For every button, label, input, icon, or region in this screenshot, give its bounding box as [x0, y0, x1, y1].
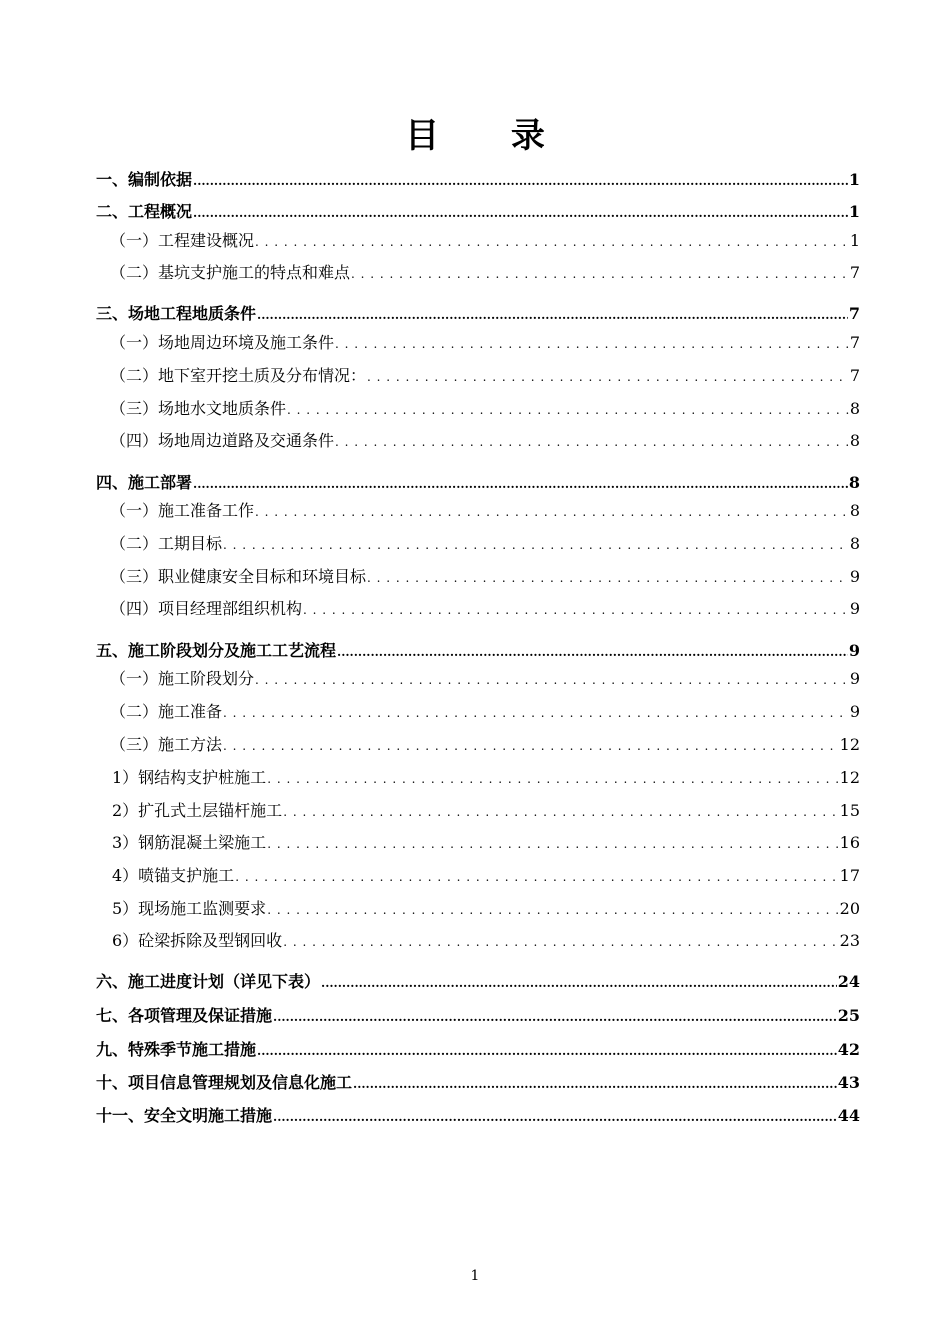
toc-entry-label: 4）喷锚支护施工 — [112, 866, 235, 885]
toc-leader-dots — [223, 532, 849, 557]
toc-entry[interactable] — [96, 929, 860, 953]
toc-leader-dots — [303, 597, 849, 622]
toc-entry-page: 1 — [848, 170, 860, 189]
toc-entry[interactable] — [96, 261, 860, 285]
toc-leader-dots — [267, 897, 838, 922]
toc-entry-page: 17 — [839, 866, 860, 885]
toc-entry-label: 五、施工阶段划分及施工工艺流程 — [96, 641, 337, 660]
toc-leader-dots — [255, 499, 849, 524]
toc-entry[interactable] — [96, 597, 860, 621]
toc-entry-label: （四）场地周边道路及交通条件 — [110, 431, 335, 450]
toc-entry-label: 三、场地工程地质条件 — [96, 304, 257, 323]
toc-entry-label: （一）施工阶段划分 — [110, 669, 255, 688]
toc-entry-page: 20 — [839, 899, 860, 918]
toc-leader-dots — [335, 331, 849, 356]
toc-entry-label: （三）职业健康安全目标和环境目标 — [110, 567, 367, 586]
toc-entry-label: 2）扩孔式土层锚杆施工 — [112, 801, 283, 820]
toc-leader-dots — [273, 1004, 837, 1029]
toc-entry[interactable] — [96, 532, 860, 556]
toc-title: 目 录 — [405, 116, 575, 156]
toc-entry[interactable] — [96, 229, 860, 253]
toc-leader-dots — [267, 766, 838, 791]
toc-entry-label: 6）砼梁拆除及型钢回收 — [112, 931, 283, 950]
toc-entry[interactable] — [96, 200, 860, 224]
toc-entry-page: 23 — [839, 931, 860, 950]
toc-entry-page: 7 — [849, 263, 860, 282]
toc-entry[interactable] — [96, 667, 860, 691]
toc-entry-page: 7 — [849, 333, 860, 352]
toc-entry-page: 24 — [837, 972, 860, 991]
toc-entry[interactable] — [96, 565, 860, 589]
page-number: 1 — [470, 1268, 480, 1284]
toc-entry-label: 四、施工部署 — [96, 473, 193, 492]
toc-entry-page: 12 — [839, 735, 860, 754]
toc-entry-page: 8 — [849, 501, 860, 520]
toc-leader-dots — [235, 864, 838, 889]
toc-entry[interactable] — [96, 1104, 860, 1128]
toc-entry-label: （一）场地周边环境及施工条件 — [110, 333, 335, 352]
toc-leader-dots — [193, 168, 848, 193]
toc-entry[interactable] — [96, 1038, 860, 1062]
toc-entry[interactable] — [96, 970, 860, 994]
toc-entry[interactable] — [96, 897, 860, 921]
toc-entry[interactable] — [96, 831, 860, 855]
toc-entry[interactable] — [96, 864, 860, 888]
toc-entry-label: （二）施工准备 — [110, 702, 223, 721]
toc-entry-page: 8 — [849, 534, 860, 553]
toc-leader-dots — [223, 733, 839, 758]
toc-entry-page: 1 — [848, 202, 860, 221]
toc-leader-dots — [255, 667, 849, 692]
toc-entry-label: （二）工期目标 — [110, 534, 223, 553]
toc-entry-page: 16 — [839, 833, 860, 852]
toc-entry-page: 43 — [837, 1073, 860, 1092]
toc-entry-label: 六、施工进度计划（详见下表） — [96, 972, 321, 991]
toc-entry[interactable] — [96, 397, 860, 421]
toc-entry-label: （二）基坑支护施工的特点和难点 — [110, 263, 351, 282]
toc-entry-label: （三）场地水文地质条件 — [110, 399, 287, 418]
toc-leader-dots — [367, 364, 849, 389]
toc-leader-dots — [273, 1104, 837, 1129]
toc-leader-dots — [193, 471, 848, 496]
toc-entry-label: 3）钢筋混凝土梁施工 — [112, 833, 267, 852]
toc-entry-label: （一）施工准备工作 — [110, 501, 255, 520]
toc-entry[interactable] — [96, 471, 860, 495]
toc-entry-page: 9 — [849, 702, 860, 721]
toc-leader-dots — [257, 1038, 837, 1063]
toc-entry-page: 8 — [849, 431, 860, 450]
toc-leader-dots — [287, 397, 849, 422]
toc-entry[interactable] — [96, 639, 860, 663]
toc-leader-dots — [257, 302, 848, 327]
toc-entry[interactable] — [96, 799, 860, 823]
toc-leader-dots — [337, 639, 848, 664]
toc-entry-page: 8 — [849, 399, 860, 418]
toc-entry-page: 44 — [837, 1106, 860, 1125]
toc-entry-label: 九、特殊季节施工措施 — [96, 1040, 257, 1059]
toc-entry-page: 12 — [839, 768, 860, 787]
toc-entry-page: 25 — [837, 1006, 860, 1025]
toc-entry-label: （三）施工方法 — [110, 735, 223, 754]
toc-entry[interactable] — [96, 1071, 860, 1095]
toc-entry[interactable] — [96, 766, 860, 790]
toc-entry-label: （一）工程建设概况 — [110, 231, 255, 250]
toc-entry-page: 7 — [849, 366, 860, 385]
toc-entry-page: 9 — [848, 641, 860, 660]
toc-entry-label: 5）现场施工监测要求 — [112, 899, 267, 918]
toc-entry-page: 8 — [848, 473, 860, 492]
toc-entry[interactable] — [96, 429, 860, 453]
toc-entry[interactable] — [96, 733, 860, 757]
toc-entry-page: 42 — [837, 1040, 860, 1059]
toc-entry-page: 9 — [849, 567, 860, 586]
toc-entry[interactable] — [96, 1004, 860, 1028]
toc-entry-page: 1 — [849, 231, 860, 250]
toc-entry-label: 七、各项管理及保证措施 — [96, 1006, 273, 1025]
toc-entry[interactable] — [96, 364, 860, 388]
toc-entry-label: 十一、安全文明施工措施 — [96, 1106, 273, 1125]
toc-entry[interactable] — [96, 331, 860, 355]
toc-entry[interactable] — [96, 700, 860, 724]
toc-entry-label: 1）钢结构支护桩施工 — [112, 768, 267, 787]
toc-entry[interactable] — [96, 168, 860, 192]
toc-entry[interactable] — [96, 499, 860, 523]
toc-leader-dots — [283, 799, 838, 824]
toc-entry-label: （四）项目经理部组织机构 — [110, 599, 303, 618]
toc-entry-page: 15 — [839, 801, 860, 820]
toc-leader-dots — [367, 565, 849, 590]
toc-leader-dots — [223, 700, 849, 725]
toc-leader-dots — [193, 200, 848, 225]
toc-leader-dots — [351, 261, 849, 286]
toc-leader-dots — [335, 429, 849, 454]
toc-entry-label: （二）地下室开挖土质及分布情况： — [110, 366, 367, 385]
toc-leader-dots — [353, 1071, 837, 1096]
toc-entry-page: 9 — [849, 669, 860, 688]
toc-leader-dots — [321, 970, 837, 995]
toc-entry-label: 十、项目信息管理规划及信息化施工 — [96, 1073, 353, 1092]
toc-entry[interactable] — [96, 302, 860, 326]
toc-entry-label: 一、编制依据 — [96, 170, 193, 189]
toc-entry-page: 7 — [848, 304, 860, 323]
toc-leader-dots — [283, 929, 838, 954]
toc-entry-page: 9 — [849, 599, 860, 618]
toc-entry-label: 二、工程概况 — [96, 202, 193, 221]
toc-leader-dots — [255, 229, 849, 254]
toc-leader-dots — [267, 831, 838, 856]
